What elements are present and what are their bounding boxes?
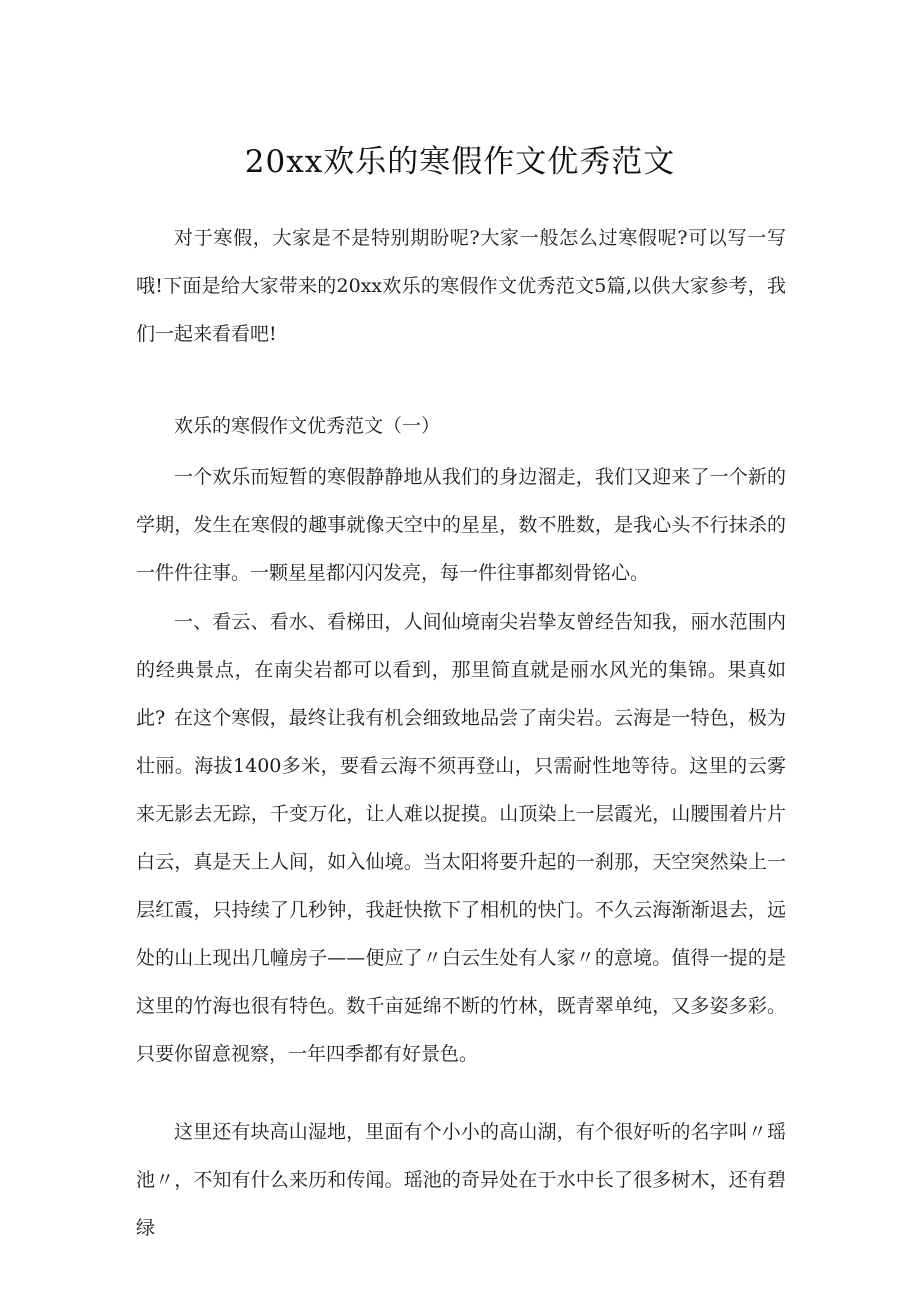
- intro-paragraph: 对于寒假，大家是不是特别期盼呢?大家一般怎么过寒假呢?可以写一写哦!下面是给大家带来的20xx欢乐的寒假作文优秀范文5篇,以供大家参考，我们一起来看看吧!: [136, 227, 786, 345]
- body-paragraph-1: 一个欢乐而短暂的寒假静静地从我们的身边溜走，我们又迎来了一个新的学期，发生在寒假的趣事就像天空中的星星，数不胜数，是我心头不行抹杀的一件件往事。一颗星星都闪闪发亮，每一件往事都刻骨铭心。: [136, 466, 786, 584]
- body-paragraph-3: 在这个寒假，最终让我有机会细致地品尝了南尖岩。云海是一特色，极为壮丽。海拔1400多米，要看云海不须再登山，只需耐性地等待。这里的云雾来无影去无踪，千变万化，让人难以捉摸。山顶染上一层霞光，山腰围着片片白云，真是天上人间，如入仙境。当太阳将要升起的一刹那，天空突然染上一层红霞，只持续了几秒钟，我赶快揿下了相机的快门。不久云海渐渐退去，远处的山上现出几幢房子——便应了〃白云生处有人家〃的意境。值得一提的是这里的竹海也很有特色。数千亩延绵不断的竹林，既青翠单纯，又多姿多彩。只要你留意视察，一年四季都有好景色。: [136, 707, 786, 1065]
- body-paragraph-4: 这里还有块高山湿地，里面有个小小的高山湖，有个很好听的名字叫〃瑶池〃，不知有什么来历和传闻。瑶池的奇异处在于水中长了很多树木，还有碧绿: [136, 1121, 786, 1239]
- section-heading: 欢乐的寒假作文优秀范文（一）: [174, 415, 441, 437]
- body-paragraph-2: 一、看云、看水、看梯田，人间仙境南尖岩挚友曾经告知我，丽水范围内的经典景点，在南尖岩都可以看到，那里简直就是丽水风光的集锦。果真如此?: [136, 611, 786, 729]
- document-title: 20xx欢乐的寒假作文优秀范文: [244, 144, 676, 180]
